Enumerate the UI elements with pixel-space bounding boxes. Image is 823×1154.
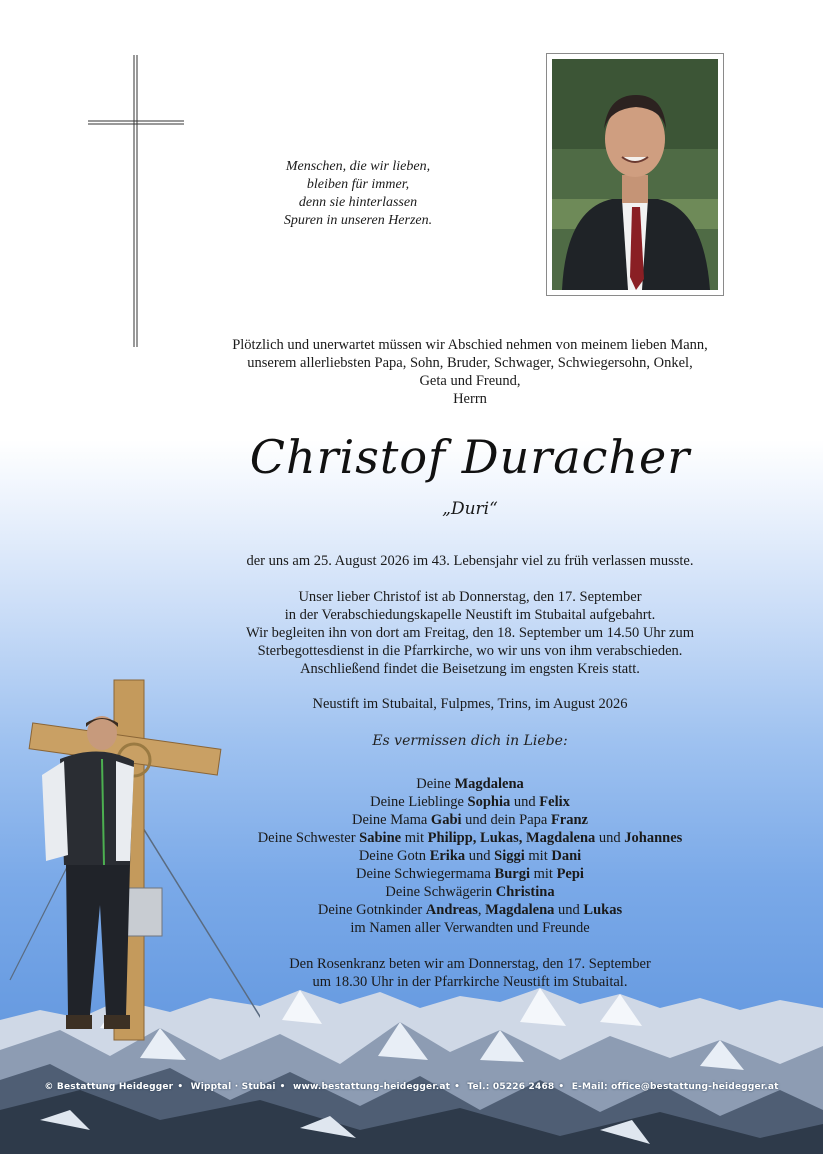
- footer-email-link[interactable]: E-Mail: office@bestattung-heidegger.at: [571, 1082, 779, 1092]
- intro-text: [190, 336, 750, 408]
- family-line: Deine Schwiegermama Burgi mit Pepi: [356, 866, 584, 882]
- family-line: Deine Gotn Erika und Siggi mit Dani: [358, 848, 582, 864]
- rosary-line: Den Rosenkranz beten wir am Donnerstag, den 17. September: [289, 956, 651, 972]
- intro-line: unserem allerliebsten Papa, Sohn, Bruder, Schwager, Schwiegersohn, Onkel,: [247, 355, 693, 371]
- quote-line: denn sie hinterlassen: [298, 195, 418, 210]
- footer-bar: © Bestattung Heidegger • Wipptal · Stubai • www.bestattung-heidegger.at • Tel.: 05226 2468 • E-Mail: office@bestattung-heidegger.at: [44, 1082, 779, 1092]
- arrangement-line: Anschließend findet die Beisetzung im engsten Kreis statt.: [300, 661, 640, 677]
- family-line: Deine Schwester Sabine mit Philipp, Lukas, Magdalena und Johannes: [257, 830, 683, 846]
- rosary-notice: [190, 955, 750, 991]
- arrangement-line: Unser lieber Christof ist ab Donnerstag, den 17. September: [298, 589, 642, 605]
- footer-locations: Wipptal · Stubai: [190, 1082, 276, 1092]
- quote-line: bleiben für immer,: [306, 177, 410, 192]
- intro-line: Plötzlich und unerwartet müssen wir Abschied nehmen von meinem lieben Mann,: [232, 337, 708, 353]
- footer-website-link[interactable]: www.bestattung-heidegger.at: [292, 1082, 451, 1092]
- hiker-image: [30, 715, 140, 1045]
- arrangement-line: in der Verabschiedungskapelle Neustift im Stubaital aufgebahrt.: [284, 607, 656, 623]
- place-date: [190, 695, 750, 713]
- family-line: im Namen aller Verwandten und Freunde: [350, 920, 590, 936]
- family-line: Deine Schwägerin Christina: [385, 884, 555, 900]
- deceased-nickname: „Duri“: [442, 499, 498, 519]
- intro-line: Herrn: [453, 391, 487, 407]
- cross-icon: [88, 55, 184, 347]
- quote-line: Menschen, die wir lieben,: [285, 159, 431, 174]
- portrait-frame: [546, 53, 724, 296]
- rosary-line: um 18.30 Uhr in der Pfarrkirche Neustift im Stubaital.: [312, 974, 628, 990]
- arrangement-line: Sterbegottesdienst in die Pfarrkirche, wo wir uns von ihm verabschieden.: [257, 643, 683, 659]
- family-line: Deine Lieblinge Sophia und Felix: [370, 794, 570, 810]
- death-line: der uns am 25. August 2026 im 43. Lebensjahr viel zu früh verlassen musste.: [246, 553, 694, 569]
- funeral-arrangements: [190, 588, 750, 678]
- place-date-line: Neustift im Stubaital, Fulpmes, Trins, im August 2026: [312, 696, 628, 712]
- intro-line: Geta und Freund,: [419, 373, 521, 389]
- family-line: Deine Magdalena: [416, 776, 524, 792]
- family-list: [190, 775, 750, 937]
- footer-company: © Bestattung Heidegger: [44, 1082, 174, 1092]
- quote-line: Spuren in unseren Herzen.: [283, 213, 433, 228]
- missing-heading: Es vermissen dich in Liebe:: [372, 733, 568, 749]
- portrait-photo: [552, 59, 718, 290]
- deceased-name: Christof Duracher: [249, 430, 691, 484]
- family-line: Deine Mama Gabi und dein Papa Franz: [352, 812, 588, 828]
- memorial-quote: [240, 158, 476, 230]
- footer-phone: Tel.: 05226 2468: [467, 1082, 555, 1092]
- arrangement-line: Wir begleiten ihn von dort am Freitag, den 18. September um 14.50 Uhr zum: [245, 625, 694, 641]
- death-notice: [190, 552, 750, 570]
- family-line: Deine Gotnkinder Andreas, Magdalena und Lukas: [317, 902, 623, 918]
